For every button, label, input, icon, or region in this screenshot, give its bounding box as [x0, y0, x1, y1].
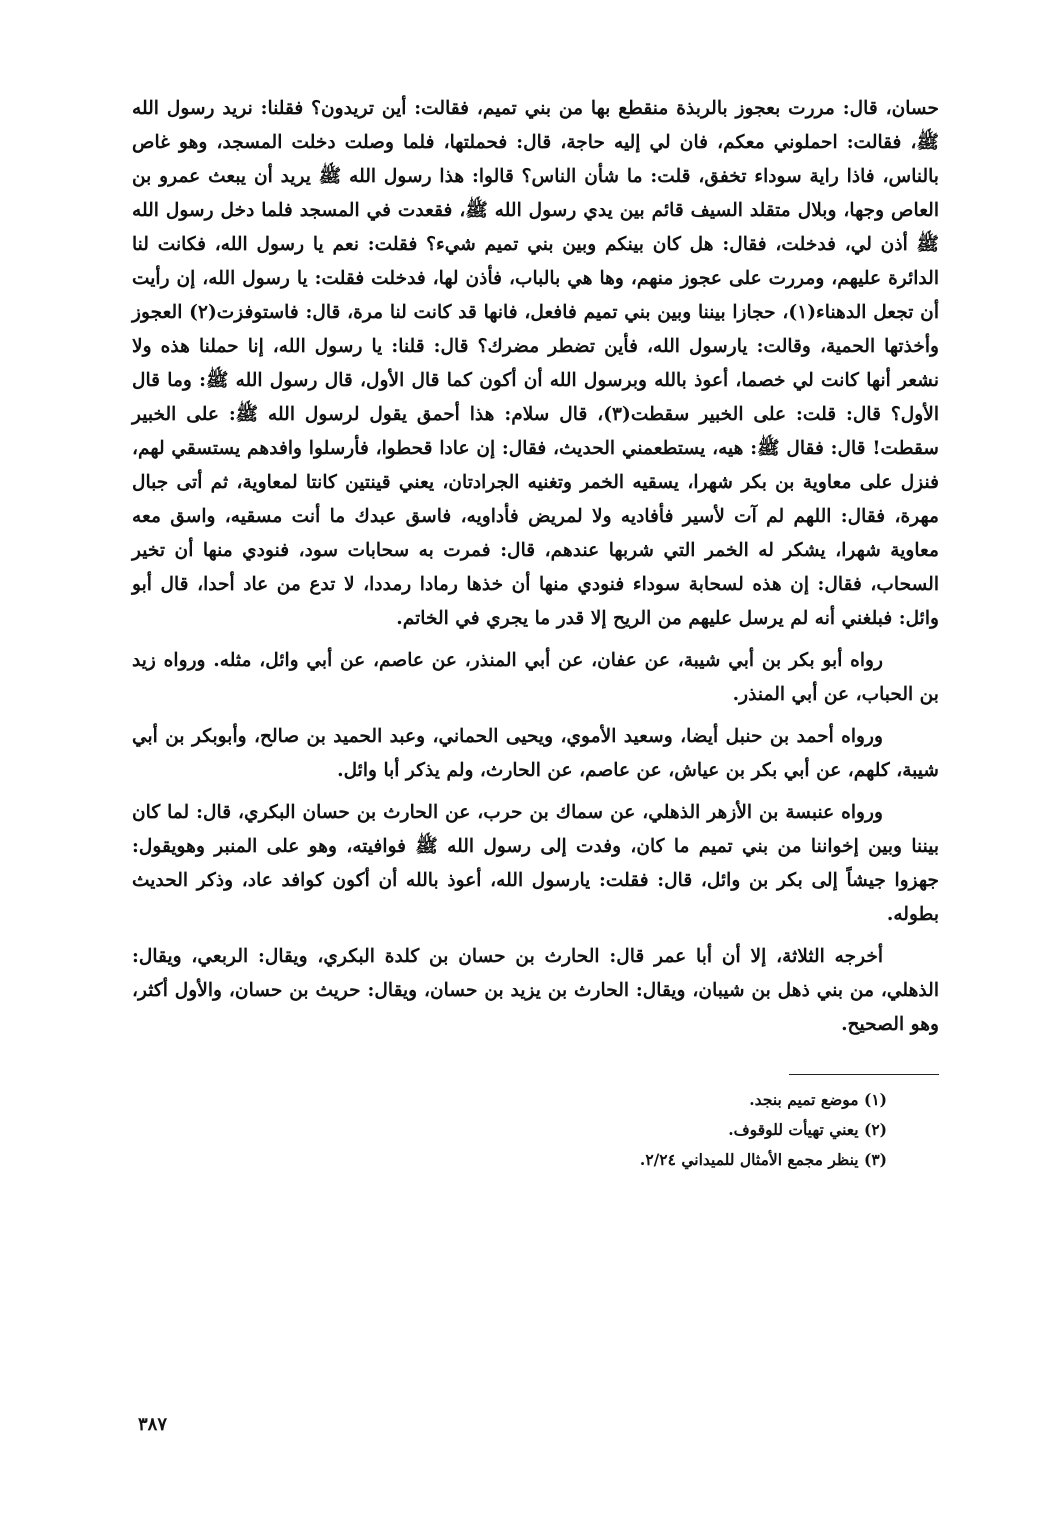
footnote: (٢) يعني تهيأت للوقوف. — [728, 1120, 887, 1139]
body-paragraph: ورواه عنبسة بن الأزهر الذهلي، عن سماك بن حرب، عن الحارث بن حسان البكري، قال: لما كان بيننا وبين إخواننا من بني تميم ما كان، وفدت إلى رسول الله ﷺ فوافيته، وهو على المنبر وهويقول: جهزوا جيشاً إلى بكر بن وائل، قال: فقلت: يارسول الله، أعوذ بالله أن أكون كوافد عاد، وذكر الحديث بطوله. — [132, 802, 939, 925]
footnotes — [132, 1085, 939, 1175]
body-paragraph: ورواه أحمد بن حنبل أيضا، وسعيد الأموي، ويحيى الحماني، وعبد الحميد بن صالح، وأبوبكر بن أبي شيبة، كلهم، عن أبي بكر بن عياش، عن عاصم، عن الحارث، ولم يذكر أبا وائل. — [132, 726, 939, 781]
body-paragraph: رواه أبو بكر بن أبي شيبة، عن عفان، عن أبي المنذر، عن عاصم، عن أبي وائل، مثله. ورواه زيد بن الحباب، عن أبي المنذر. — [132, 650, 939, 705]
body-paragraph: حسان، قال: مررت بعجوز بالربذة منقطع بها من بني تميم، فقالت: أين تريدون؟ فقلنا: نريد رسول الله ﷺ، فقالت: احملوني معكم، فان لي إليه حاجة، قال: فحملتها، فلما وصلت دخلت المسجد، وهو غاص بالناس، فاذا راية سوداء تخفق، قلت: ما شأن الناس؟ قالوا: هذا رسول الله ﷺ يريد أن يبعث عمرو بن العاص وجها، وبلال متقلد السيف قائم بين يدي رسول الله ﷺ، فقعدت في المسجد فلما دخل رسول الله ﷺ أذن لي، فدخلت، فقال: هل كان بينكم وبين بني تميم شيء؟ فقلت: نعم يا رسول الله، فكانت لنا الدائرة عليهم، ومررت على عجوز منهم، وها هي بالباب، فأذن لها، فدخلت فقلت: يا رسول الله، إن رأيت أن تجعل الدهناء(١)، حجازا بيننا وبين بني تميم فافعل، فانها قد كانت لنا مرة، قال: فاستوفزت(٢) العجوز وأخذتها الحمية، وقالت: يارسول الله، فأين تضطر مضرك؟ قال: قلنا: يا رسول الله، إنا حملنا هذه ولا نشعر أنها كانت لي خصما، أعوذ بالله وبرسول الله أن أكون كما قال الأول، قال رسول الله ﷺ: وما قال الأول؟ قال: قلت: على الخبير سقطت(٣)، قال سلام: هذا أحمق يقول لرسول الله ﷺ: على الخبير سقطت! قال: فقال ﷺ: هيه، يستطعمني الحديث، فقال: إن عادا قحطوا، فأرسلوا وافدهم يستسقي لهم، فنزل على معاوية بن بكر شهرا، يسقيه الخمر وتغنيه الجرادتان، يعني قينتين كانتا لمعاوية، ثم أتى جبال مهرة، فقال: اللهم لم آت لأسير فأفاديه ولا لمريض فأداويه، فاسق عبدك ما أنت مسقيه، واسق معه معاوية شهرا، يشكر له الخمر التي شربها عندهم، قال: فمرت به سحابات سود، فنودي منها أن تخير السحاب، فقال: إن هذه لسحابة سوداء فنودي منها أن خذها رمادا رمددا، لا تدع من عاد أحدا، قال أبو وائل: فبلغني أنه لم يرسل عليهم من الريح إلا قدر ما يجري في الخاتم. — [132, 98, 939, 629]
page-number: ٣٨٧ — [138, 1414, 168, 1435]
footnote: (١) موضع تميم بنجد. — [749, 1090, 887, 1109]
footnote-divider — [789, 1074, 939, 1075]
body-paragraph: أخرجه الثلاثة، إلا أن أبا عمر قال: الحارث بن حسان بن كلدة البكري، ويقال: الربعي، ويقال: الذهلي، من بني ذهل بن شيبان، ويقال: الحارث بن يزيد بن حسان، ويقال: حريث بن حسان، والأول أكثر، وهو الصحيح. — [132, 946, 939, 1035]
footnote: (٣) ينظر مجمع الأمثال للميداني ٢/٢٤. — [639, 1150, 887, 1169]
